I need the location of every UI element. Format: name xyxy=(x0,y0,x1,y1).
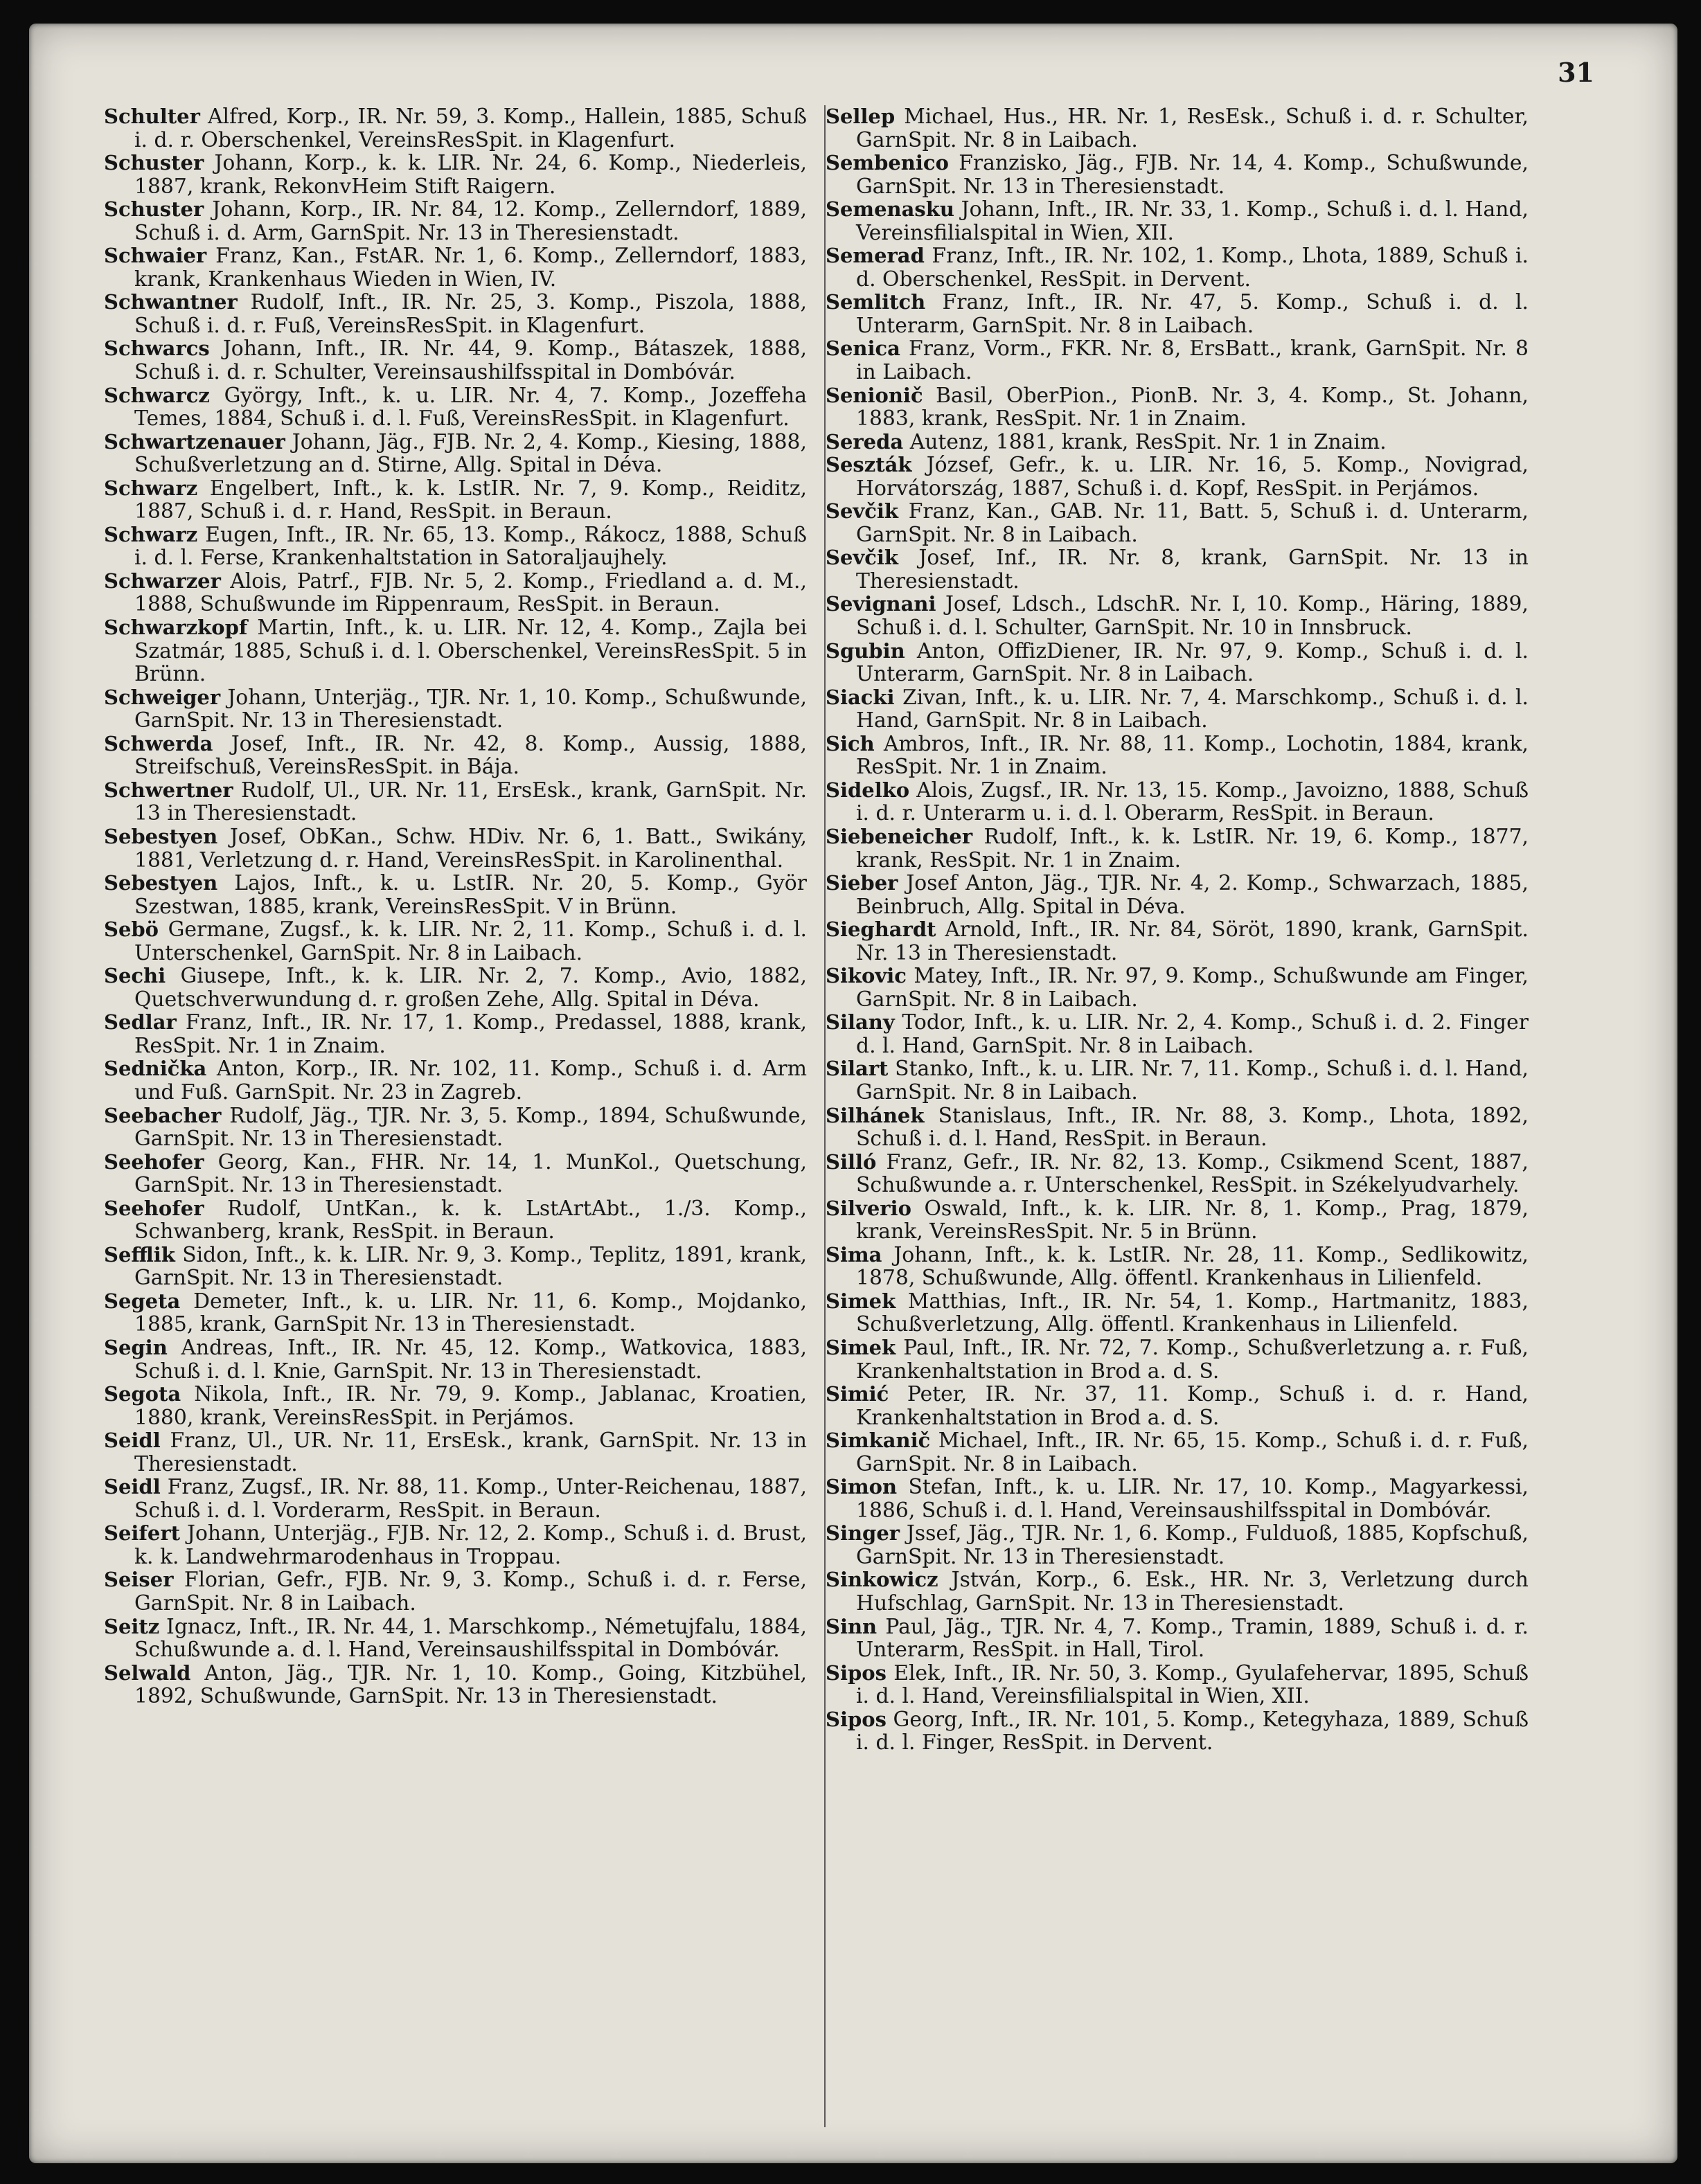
entry-surname: Schwartzenauer xyxy=(104,429,285,454)
entry-details: Johann, Unterjäg., TJR. Nr. 1, 10. Komp., Schußwunde, GarnSpit. Nr. 13 in Theresienstadt. xyxy=(134,685,807,733)
entry-details: Georg, Kan., FHR. Nr. 14, 1. MunKol., Quetschung, GarnSpit. Nr. 13 in Theresienstadt. xyxy=(134,1149,807,1198)
entry-surname: Seitz xyxy=(104,1614,160,1638)
entry-surname: Seifert xyxy=(104,1521,181,1546)
entry-surname: Seiser xyxy=(104,1568,174,1592)
entry-details: Josef Anton, Jäg., TJR. Nr. 4, 2. Komp., Schwarzach, 1885, Beinbruch, Allg. Spital in Déva. xyxy=(856,871,1529,919)
entry-details: Autenz, 1881, krank, ResSpit. Nr. 1 in Znaim. xyxy=(909,429,1387,454)
entry-details: Todor, Inft., k. u. LIR. Nr. 2, 4. Komp., Schuß i. d. 2. Finger d. l. Hand, GarnSpit. Nr. 8 in Laibach. xyxy=(856,1010,1529,1058)
entry-surname: Seebacher xyxy=(104,1103,222,1127)
entry-details: Johann, Inft., k. k. LstIR. Nr. 28, 11. Komp., Sedlikowitz, 1878, Schußwunde, Allg. öffentl. Krankenhaus in Lilienfeld. xyxy=(856,1242,1529,1291)
entry-surname: Simek xyxy=(826,1335,896,1359)
book-page xyxy=(29,24,1677,2163)
entry-surname: Schwarz xyxy=(104,476,198,500)
register-entry xyxy=(104,291,807,337)
entry-surname: Silló xyxy=(826,1149,877,1174)
entry-surname: Sebö xyxy=(104,918,159,942)
entry-details: Johann, Inft., IR. Nr. 44, 9. Komp., Bátaszek, 1888, Schuß i. d. r. Schulter, Vereinsaushilfsspital in Dombóvár. xyxy=(134,337,807,385)
entry-details: Zivan, Inft., k. u. LIR. Nr. 7, 4. Marschkomp., Schuß i. d. l. Hand, GarnSpit. Nr. 8 in Laibach. xyxy=(856,685,1529,733)
entry-surname: Senica xyxy=(826,337,900,361)
entry-details: József, Gefr., k. u. LIR. Nr. 16, 5. Komp., Novigrad, Horvátország, 1887, Schuß i. d. Kopf, ResSpit. in Perjámos. xyxy=(856,453,1529,501)
register-entry xyxy=(104,1336,807,1383)
entry-surname: Silany xyxy=(826,1010,895,1035)
register-entry xyxy=(826,1336,1529,1383)
register-entry xyxy=(826,1476,1529,1522)
entry-details: Stanko, Inft., k. u. LIR. Nr. 7, 11. Komp., Schuß i. d. l. Hand, GarnSpit. Nr. 8 in Laibach. xyxy=(856,1057,1529,1104)
left-column xyxy=(104,105,807,1708)
register-entry xyxy=(826,1244,1529,1290)
register-entry xyxy=(104,244,807,291)
register-entry xyxy=(104,1057,807,1104)
entry-details: Ambros, Inft., IR. Nr. 88, 11. Komp., Lochotin, 1884, krank, ResSpit. Nr. 1 in Znaim. xyxy=(856,731,1529,780)
entry-surname: Sich xyxy=(826,731,875,755)
entry-surname: Sieber xyxy=(826,871,898,895)
register-entry xyxy=(104,616,807,686)
register-entry xyxy=(826,384,1529,431)
entry-surname: Semerad xyxy=(826,244,925,268)
register-entry xyxy=(826,965,1529,1011)
entry-details: Matthias, Inft., IR. Nr. 54, 1. Komp., Hartmanitz, 1883, Schußverletzung, Allg. öffentl. Krankenhaus in Lilienfeld. xyxy=(856,1289,1529,1337)
entry-surname: Schwaier xyxy=(104,244,207,268)
register-entry xyxy=(826,291,1529,337)
register-entry xyxy=(104,477,807,523)
entry-details: Josef, Inf., IR. Nr. 8, krank, GarnSpit. Nr. 13 in Theresienstadt. xyxy=(856,546,1529,593)
entry-details: Franz, Inft., IR. Nr. 102, 1. Komp., Lhota, 1889, Schuß i. d. Oberschenkel, ResSpit. in Dervent. xyxy=(856,244,1529,292)
entry-details: Elek, Inft., IR. Nr. 50, 3. Komp., Gyulafehervar, 1895, Schuß i. d. l. Hand, Vereinsfilialspital in Wien, XII. xyxy=(856,1661,1529,1709)
entry-surname: Sedlar xyxy=(104,1010,177,1035)
entry-details: Franz, Inft., IR. Nr. 47, 5. Komp., Schuß i. d. l. Unterarm, GarnSpit. Nr. 8 in Laibach. xyxy=(856,290,1529,338)
entry-details: Rudolf, Ul., UR. Nr. 11, ErsEsk., krank, GarnSpit. Nr. 13 in Theresienstadt. xyxy=(134,778,807,826)
entry-surname: Sinn xyxy=(826,1614,878,1638)
entry-details: Michael, Hus., HR. Nr. 1, ResEsk., Schuß i. d. r. Schulter, GarnSpit. Nr. 8 in Laibach. xyxy=(856,105,1529,152)
register-entry xyxy=(104,1476,807,1522)
entry-details: Franz, Inft., IR. Nr. 17, 1. Komp., Predassel, 1888, krank, ResSpit. Nr. 1 in Znaim. xyxy=(134,1010,807,1058)
register-entry xyxy=(826,1011,1529,1057)
entry-surname: Schwarcs xyxy=(104,337,210,361)
register-entry xyxy=(104,1429,807,1476)
register-entry xyxy=(104,1151,807,1197)
entry-details: Franz, Vorm., FKR. Nr. 8, ErsBatt., krank, GarnSpit. Nr. 8 in Laibach. xyxy=(856,337,1529,385)
entry-details: Oswald, Inft., k. k. LIR. Nr. 8, 1. Komp., Prag, 1879, krank, VereinsResSpit. Nr. 5 in Brünn. xyxy=(856,1196,1529,1244)
entry-details: Alois, Zugsf., IR. Nr. 13, 15. Komp., Javoizno, 1888, Schuß i. d. r. Unterarm u. i. d. l. Oberarm, ResSpit. in Beraun. xyxy=(856,778,1529,826)
entry-details: Paul, Jäg., TJR. Nr. 4, 7. Komp., Tramin, 1889, Schuß i. d. r. Unterarm, ResSpit. in Hall, Tirol. xyxy=(856,1614,1529,1663)
entry-details: Johann, Korp., k. k. LIR. Nr. 24, 6. Komp., Niederleis, 1887, krank, RekonvHeim Stift Raigern. xyxy=(134,151,807,199)
entry-details: György, Inft., k. u. LIR. Nr. 4, 7. Komp., Jozeffeha Temes, 1884, Schuß i. d. l. Fuß, VereinsResSpit. in Klagenfurt. xyxy=(134,383,807,431)
register-entry xyxy=(826,1708,1529,1755)
entry-surname: Siebeneicher xyxy=(826,824,973,848)
entry-surname: Schulter xyxy=(104,105,200,128)
entry-surname: Schwerda xyxy=(104,731,213,755)
register-entry xyxy=(104,918,807,965)
entry-surname: Simon xyxy=(826,1475,898,1499)
register-entry xyxy=(826,546,1529,593)
entry-details: Anton, Jäg., TJR. Nr. 1, 10. Komp., Going, Kitzbühel, 1892, Schußwunde, GarnSpit. Nr. 13 in Theresienstadt. xyxy=(134,1661,807,1709)
register-entry xyxy=(104,337,807,384)
entry-surname: Sidelko xyxy=(826,778,910,802)
entry-details: Rudolf, UntKan., k. k. LstArtAbt., 1./3. Komp., Schwanberg, krank, ResSpit. in Beraun. xyxy=(134,1196,807,1244)
entry-surname: Silhánek xyxy=(826,1103,925,1127)
entry-surname: Sebestyen xyxy=(104,871,218,895)
entry-surname: Sima xyxy=(826,1242,882,1266)
entry-surname: Seszták xyxy=(826,453,912,477)
entry-details: Johann, Jäg., FJB. Nr. 2, 4. Komp., Kiesing, 1888, Schußverletzung an d. Stirne, Allg. Spital in Déva. xyxy=(134,429,807,478)
entry-details: Jstván, Korp., 6. Esk., HR. Nr. 3, Verletzung durch Hufschlag, GarnSpit. Nr. 13 in Theresienstadt. xyxy=(856,1568,1529,1615)
entry-details: Rudolf, Jäg., TJR. Nr. 3, 5. Komp., 1894, Schußwunde, GarnSpit. Nr. 13 in Theresienstadt. xyxy=(134,1103,807,1152)
register-entry xyxy=(826,733,1529,779)
entry-details: Jssef, Jäg., TJR. Nr. 1, 6. Komp., Fulduoß, 1885, Kopfschuß, GarnSpit. Nr. 13 in Theresienstadt. xyxy=(856,1521,1529,1569)
register-entry xyxy=(826,1522,1529,1568)
register-entry xyxy=(104,1383,807,1429)
entry-surname: Schwertner xyxy=(104,778,233,802)
entry-details: Franz, Kan., GAB. Nr. 11, Batt. 5, Schuß i. d. Unterarm, GarnSpit. Nr. 8 in Laibach. xyxy=(856,499,1529,547)
register-entry xyxy=(826,454,1529,500)
register-entry xyxy=(826,1151,1529,1197)
register-entry xyxy=(104,1244,807,1290)
entry-details: Paul, Inft., IR. Nr. 72, 7. Komp., Schußverletzung a. r. Fuß, Krankenhaltstation in Brod a. d. S. xyxy=(856,1335,1529,1384)
entry-surname: Schweiger xyxy=(104,685,221,709)
entry-details: Josef, Inft., IR. Nr. 42, 8. Komp., Aussig, 1888, Streifschuß, VereinsResSpit. in Bája. xyxy=(134,731,807,780)
entry-details: Germane, Zugsf., k. k. LIR. Nr. 2, 11. Komp., Schuß i. d. l. Unterschenkel, GarnSpit. Nr. 8 in Laibach. xyxy=(134,918,807,965)
entry-surname: Sieghardt xyxy=(826,918,936,942)
register-entry xyxy=(104,1615,807,1662)
register-entry xyxy=(826,1662,1529,1708)
register-entry xyxy=(826,198,1529,244)
entry-surname: Sevčik xyxy=(826,499,899,523)
entry-details: Josef, Ldsch., LdschR. Nr. I, 10. Komp., Häring, 1889, Schuß i. d. l. Schulter, GarnSpit. Nr. 10 in Innsbruck. xyxy=(856,592,1529,641)
entry-details: Demeter, Inft., k. u. LIR. Nr. 11, 6. Komp., Mojdanko, 1885, krank, GarnSpit Nr. 13 in Theresienstadt. xyxy=(134,1289,807,1337)
register-entry xyxy=(826,1057,1529,1104)
entry-surname: Semlitch xyxy=(826,290,926,314)
entry-details: Franz, Zugsf., IR. Nr. 88, 11. Komp., Unter-Reichenau, 1887, Schuß i. d. l. Vorderarm, ResSpit. in Beraun. xyxy=(134,1475,807,1523)
entry-surname: Sebestyen xyxy=(104,824,218,848)
entry-surname: Seehofer xyxy=(104,1196,204,1220)
entry-details: Nikola, Inft., IR. Nr. 79, 9. Komp., Jablanac, Kroatien, 1880, krank, VereinsResSpit. in Perjámos. xyxy=(134,1382,807,1430)
register-entry xyxy=(826,640,1529,686)
entry-details: Eugen, Inft., IR. Nr. 65, 13. Komp., Rákocz, 1888, Schuß i. d. l. Ferse, Krankenhaltstation in Satoraljaujhely. xyxy=(134,522,807,571)
entry-surname: Schuster xyxy=(104,197,204,222)
register-entry xyxy=(826,152,1529,198)
entry-details: Engelbert, Inft., k. k. LstIR. Nr. 7, 9. Komp., Reiditz, 1887, Schuß i. d. r. Hand, ResSpit. in Beraun. xyxy=(134,476,807,524)
entry-details: Franz, Kan., FstAR. Nr. 1, 6. Komp., Zellerndorf, 1883, krank, Krankenhaus Wieden in Wien, IV. xyxy=(134,244,807,292)
register-entry xyxy=(104,1290,807,1336)
right-column xyxy=(826,105,1529,1755)
entry-details: Anton, Korp., IR. Nr. 102, 11. Komp., Schuß i. d. Arm und Fuß. GarnSpit. Nr. 23 in Zagreb. xyxy=(134,1057,808,1104)
entry-surname: Simek xyxy=(826,1289,896,1313)
entry-surname: Sinkowicz xyxy=(826,1568,938,1592)
register-entry xyxy=(104,198,807,244)
register-entry xyxy=(826,1615,1529,1662)
entry-details: Franz, Ul., UR. Nr. 11, ErsEsk., krank, GarnSpit. Nr. 13 in Theresienstadt. xyxy=(134,1429,807,1476)
entry-details: Georg, Inft., IR. Nr. 101, 5. Komp., Ketegyhaza, 1889, Schuß i. d. l. Finger, ResSpit. in Dervent. xyxy=(856,1707,1529,1755)
register-entry xyxy=(826,593,1529,639)
entry-details: Alfred, Korp., IR. Nr. 59, 3. Komp., Hallein, 1885, Schuß i. d. r. Oberschenkel, VereinsResSpit. in Klagenfurt. xyxy=(134,105,807,152)
entry-details: Arnold, Inft., IR. Nr. 84, Söröt, 1890, krank, GarnSpit. Nr. 13 in Theresienstadt. xyxy=(856,918,1529,965)
register-entry xyxy=(826,1290,1529,1336)
entry-details: Stefan, Inft., k. u. LIR. Nr. 17, 10. Komp., Magyarkessi, 1886, Schuß i. d. l. Hand, Vereinsaushilfsspital in Dombóvár. xyxy=(856,1475,1529,1523)
entry-surname: Schwarcz xyxy=(104,383,210,407)
entry-surname: Sgubin xyxy=(826,638,905,663)
entry-surname: Sereda xyxy=(826,429,904,454)
entry-surname: Simkanič xyxy=(826,1429,931,1453)
entry-details: Florian, Gefr., FJB. Nr. 9, 3. Komp., Schuß i. d. r. Ferse, GarnSpit. Nr. 8 in Laibach. xyxy=(134,1568,807,1615)
entry-surname: Sevčik xyxy=(826,546,899,570)
register-entry xyxy=(104,1104,807,1151)
entry-details: Peter, IR. Nr. 37, 11. Komp., Schuß i. d. r. Hand, Krankenhaltstation in Brod a. d. S. xyxy=(856,1382,1529,1430)
entry-surname: Senionič xyxy=(826,383,923,407)
entry-surname: Sechi xyxy=(104,964,166,988)
entry-surname: Simić xyxy=(826,1382,889,1406)
register-entry xyxy=(826,1197,1529,1244)
entry-details: Lajos, Inft., k. u. LstIR. Nr. 20, 5. Komp., Györ Szestwan, 1885, krank, VereinsResSpit. V in Brünn. xyxy=(134,871,807,919)
register-entry xyxy=(826,872,1529,918)
register-entry xyxy=(826,1429,1529,1476)
register-entry xyxy=(826,500,1529,546)
entry-surname: Seidl xyxy=(104,1475,161,1499)
register-entry xyxy=(104,570,807,616)
entry-details: Rudolf, Inft., IR. Nr. 25, 3. Komp., Piszola, 1888, Schuß i. d. r. Fuß, VereinsResSpit. in Klagenfurt. xyxy=(134,290,807,338)
register-entry xyxy=(104,1522,807,1568)
entry-surname: Silart xyxy=(826,1057,889,1081)
register-entry xyxy=(826,918,1529,965)
entry-surname: Sikovic xyxy=(826,964,907,988)
entry-details: Alois, Patrf., FJB. Nr. 5, 2. Komp., Friedland a. d. M., 1888, Schußwunde im Rippenraum, ResSpit. in Beraun. xyxy=(134,569,807,617)
register-entry xyxy=(826,105,1529,152)
register-entry xyxy=(826,431,1529,454)
entry-details: Matey, Inft., IR. Nr. 97, 9. Komp., Schußwunde am Finger, GarnSpit. Nr. 8 in Laibach. xyxy=(856,964,1529,1012)
entry-details: Franz, Gefr., IR. Nr. 82, 13. Komp., Csikmend Scent, 1887, Schußwunde a. r. Unterschenkel, ResSpit. in Székelyudvarhely. xyxy=(856,1149,1529,1198)
register-entry xyxy=(826,244,1529,291)
register-entry xyxy=(826,779,1529,825)
entry-surname: Sefflik xyxy=(104,1242,175,1266)
entry-surname: Sipos xyxy=(826,1707,887,1731)
register-entry xyxy=(104,1011,807,1057)
entry-surname: Semenasku xyxy=(826,197,954,222)
register-entry xyxy=(104,384,807,431)
register-entry xyxy=(104,431,807,477)
register-entry xyxy=(104,825,807,872)
entry-details: Johann, Unterjäg., FJB. Nr. 12, 2. Komp., Schuß i. d. Brust, k. k. Landwehrmarodenhaus in Troppau. xyxy=(134,1521,807,1569)
entry-details: Sidon, Inft., k. k. LIR. Nr. 9, 3. Komp., Teplitz, 1891, krank, GarnSpit. Nr. 13 in Theresienstadt. xyxy=(134,1242,807,1291)
entry-details: Josef, ObKan., Schw. HDiv. Nr. 6, 1. Batt., Swikány, 1881, Verletzung d. r. Hand, VereinsResSpit. in Karolinenthal. xyxy=(134,824,807,872)
entry-surname: Seehofer xyxy=(104,1149,204,1174)
entry-surname: Seidl xyxy=(104,1429,161,1453)
entry-details: Franzisko, Jäg., FJB. Nr. 14, 4. Komp., Schußwunde, GarnSpit. Nr. 13 in Theresienstadt. xyxy=(856,151,1529,199)
entry-surname: Sellep xyxy=(826,105,896,128)
entry-surname: Segota xyxy=(104,1382,181,1406)
page-number: 31 xyxy=(1558,57,1594,88)
register-entry xyxy=(826,1104,1529,1151)
register-entry xyxy=(826,825,1529,872)
entry-surname: Sednička xyxy=(104,1057,207,1081)
entry-surname: Silverio xyxy=(826,1196,911,1220)
register-entry xyxy=(104,152,807,198)
register-entry xyxy=(104,523,807,570)
entry-surname: Schwarzer xyxy=(104,569,221,593)
register-entry xyxy=(104,1662,807,1708)
entry-surname: Schuster xyxy=(104,151,204,175)
entry-surname: Schwantner xyxy=(104,290,238,314)
entry-details: Rudolf, Inft., k. k. LstIR. Nr. 19, 6. Komp., 1877, krank, ResSpit. Nr. 1 in Znaim. xyxy=(856,824,1529,872)
entry-surname: Sembenico xyxy=(826,151,949,175)
entry-surname: Schwarzkopf xyxy=(104,616,248,640)
entry-surname: Siacki xyxy=(826,685,895,709)
entry-details: Johann, Inft., IR. Nr. 33, 1. Komp., Schuß i. d. l. Hand, Vereinsfilialspital in Wien, XII. xyxy=(856,197,1529,245)
register-entry xyxy=(104,105,807,152)
entry-surname: Sevignani xyxy=(826,592,936,616)
entry-details: Anton, OffizDiener, IR. Nr. 97, 9. Komp., Schuß i. d. l. Unterarm, GarnSpit. Nr. 8 in Laibach. xyxy=(856,638,1529,687)
register-entry xyxy=(104,965,807,1011)
register-entry xyxy=(826,337,1529,384)
register-entry xyxy=(104,1197,807,1244)
entry-details: Johann, Korp., IR. Nr. 84, 12. Komp., Zellerndorf, 1889, Schuß i. d. Arm, GarnSpit. Nr. 13 in Theresienstadt. xyxy=(134,197,807,245)
entry-details: Basil, OberPion., PionB. Nr. 3, 4. Komp., St. Johann, 1883, krank, ResSpit. Nr. 1 in Znaim. xyxy=(856,383,1529,431)
entry-details: Stanislaus, Inft., IR. Nr. 88, 3. Komp., Lhota, 1892, Schuß i. d. l. Hand, ResSpit. in Beraun. xyxy=(856,1103,1529,1152)
entry-surname: Sipos xyxy=(826,1661,887,1685)
entry-details: Ignacz, Inft., IR. Nr. 44, 1. Marschkomp., Németujfalu, 1884, Schußwunde a. d. l. Hand, Vereinsaushilfsspital in Dombóvár. xyxy=(134,1614,807,1663)
entry-surname: Singer xyxy=(826,1521,900,1546)
entry-details: Andreas, Inft., IR. Nr. 45, 12. Komp., Watkovica, 1883, Schuß i. d. l. Knie, GarnSpit. Nr. 13 in Theresienstadt. xyxy=(134,1335,807,1384)
entry-details: Martin, Inft., k. u. LIR. Nr. 12, 4. Komp., Zajla bei Szatmár, 1885, Schuß i. d. l. Oberschenkel, VereinsResSpit. 5 in Brünn. xyxy=(134,616,807,687)
register-entry xyxy=(826,1383,1529,1429)
register-entry xyxy=(104,1568,807,1615)
entry-surname: Schwarz xyxy=(104,522,198,546)
entry-surname: Selwald xyxy=(104,1661,191,1685)
entry-details: Michael, Inft., IR. Nr. 65, 15. Komp., Schuß i. d. r. Fuß, GarnSpit. Nr. 8 in Laibach. xyxy=(856,1429,1529,1476)
register-entry xyxy=(104,686,807,733)
entry-details: Giusepe, Inft., k. k. LIR. Nr. 2, 7. Komp., Avio, 1882, Quetschverwundung d. r. großen Zehe, Allg. Spital in Déva. xyxy=(134,964,807,1012)
register-entry xyxy=(104,872,807,918)
entry-surname: Segeta xyxy=(104,1289,181,1313)
register-entry xyxy=(104,779,807,825)
register-entry xyxy=(104,733,807,779)
register-entry xyxy=(826,686,1529,733)
entry-surname: Segin xyxy=(104,1335,168,1359)
register-entry xyxy=(826,1568,1529,1615)
